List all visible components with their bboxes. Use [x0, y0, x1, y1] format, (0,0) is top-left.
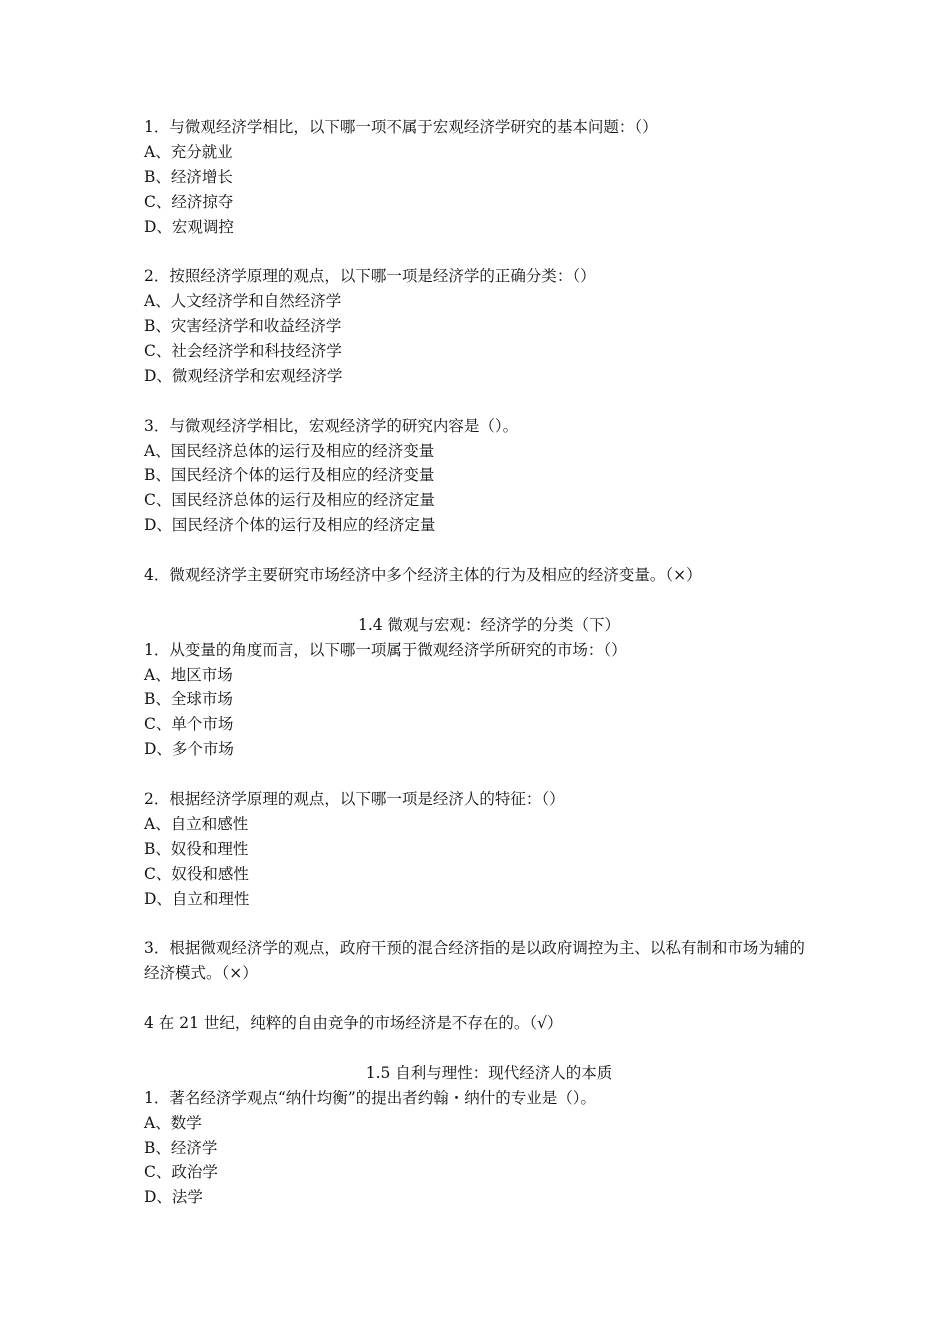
- question-text: 1．著名经济学观点“纳什均衡”的提出者约翰・纳什的专业是（）。: [144, 1088, 596, 1107]
- option-b: B、奴役和理性: [144, 839, 249, 858]
- option-c: C、单个市场: [144, 715, 234, 734]
- option-b: B、国民经济个体的运行及相应的经济变量: [144, 466, 435, 485]
- option-d: D、多个市场: [144, 740, 234, 759]
- spacer: [144, 588, 814, 613]
- option-a: A、人文经济学和自然经济学: [144, 292, 342, 311]
- option-a: A、数学: [144, 1113, 202, 1132]
- spacer: [144, 389, 814, 414]
- option-c: C、社会经济学和科技经济学: [144, 342, 342, 361]
- true-false-question: 4 在 21 世纪，纯粹的自由竞争的市场经济是不存在的。（√）: [144, 1014, 563, 1033]
- option-c: C、政治学: [144, 1163, 218, 1182]
- option-c: C、经济掠夺: [144, 192, 234, 211]
- option-d: D、宏观调控: [144, 217, 234, 236]
- option-b: B、灾害经济学和收益经济学: [144, 317, 342, 336]
- option-a: A、地区市场: [144, 665, 233, 684]
- option-a: A、自立和感性: [144, 814, 249, 833]
- question-text: 1．从变量的角度而言，以下哪一项属于微观经济学所研究的市场：（）: [144, 640, 627, 659]
- spacer: [144, 239, 814, 264]
- spacer: [144, 986, 814, 1011]
- option-d: D、国民经济个体的运行及相应的经济定量: [144, 516, 436, 535]
- section-heading: 1.4 微观与宏观：经济学的分类（下）: [357, 615, 621, 634]
- option-b: B、经济学: [144, 1138, 218, 1157]
- question-text: 1．与微观经济学相比，以下哪一项不属于宏观经济学研究的基本问题：（）: [144, 118, 658, 136]
- question-text: 3．与微观经济学相比，宏观经济学的研究内容是（）。: [144, 416, 519, 435]
- spacer: [144, 912, 814, 937]
- spacer: [144, 538, 814, 563]
- spacer: [144, 1036, 814, 1061]
- option-b: B、经济增长: [144, 167, 233, 186]
- option-c: C、奴役和感性: [144, 864, 249, 883]
- option-d: D、微观经济学和宏观经济学: [144, 366, 343, 385]
- option-a: A、国民经济总体的运行及相应的经济变量: [144, 441, 435, 460]
- spacer: [144, 762, 814, 787]
- option-d: D、自立和理性: [144, 889, 250, 908]
- option-d: D、法学: [144, 1188, 203, 1207]
- option-c: C、国民经济总体的运行及相应的经济定量: [144, 491, 435, 510]
- true-false-question: 4．微观经济学主要研究市场经济中多个经济主体的行为及相应的经济变量。（×）: [144, 566, 702, 585]
- question-text: 2．按照经济学原理的观点，以下哪一项是经济学的正确分类：（）: [144, 267, 596, 286]
- question-text: 2．根据经济学原理的观点，以下哪一项是经济人的特征：（）: [144, 790, 565, 809]
- document-page: [144, 115, 814, 1210]
- option-a: A、充分就业: [144, 142, 233, 161]
- section-heading: 1.5 自利与理性：现代经济人的本质: [365, 1063, 613, 1082]
- option-b: B、全球市场: [144, 690, 233, 709]
- true-false-question: 3．根据微观经济学的观点，政府干预的混合经济指的是以政府调控为主、以私有制和市场为辅的经济模式。（×）: [144, 939, 805, 983]
